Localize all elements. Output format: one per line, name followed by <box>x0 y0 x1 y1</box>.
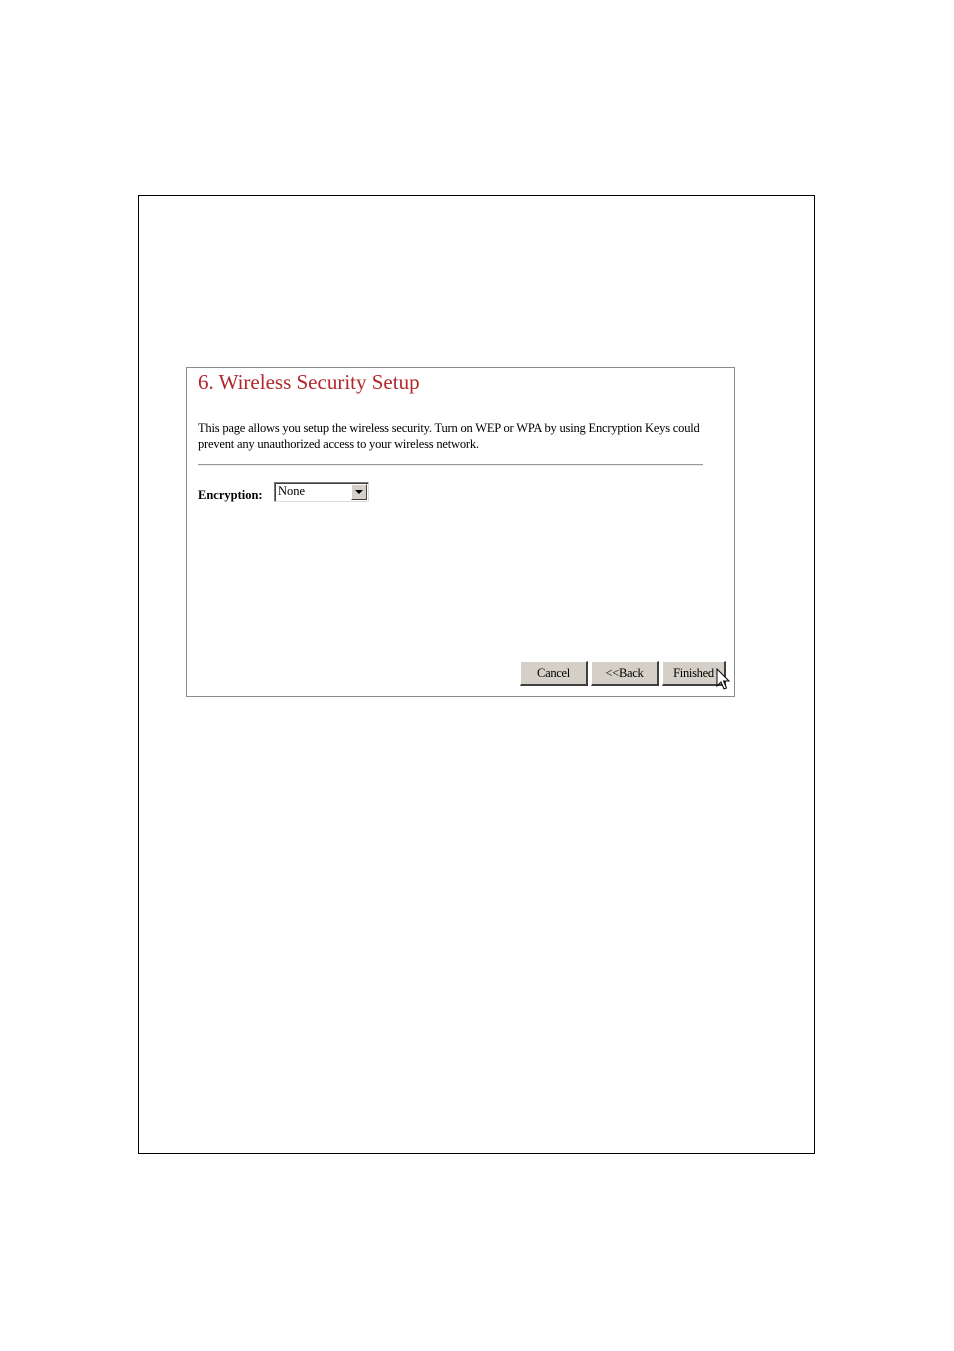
page-description: This page allows you setup the wireless security. Turn on WEP or WPA by using Encryption Keys could prevent any unauthorized access to your wireless network. <box>198 421 700 451</box>
chevron-down-icon[interactable] <box>351 484 367 500</box>
divider <box>198 464 703 466</box>
wizard-panel <box>186 367 735 697</box>
encryption-select-value: None <box>278 484 306 498</box>
page-title: 6. Wireless Security Setup <box>198 370 420 394</box>
finished-button[interactable]: Finished <box>662 661 726 686</box>
encryption-select[interactable] <box>274 482 369 502</box>
encryption-label: Encryption: <box>198 488 263 502</box>
back-button[interactable]: <<Back <box>591 661 659 686</box>
cancel-button[interactable]: Cancel <box>520 661 588 686</box>
